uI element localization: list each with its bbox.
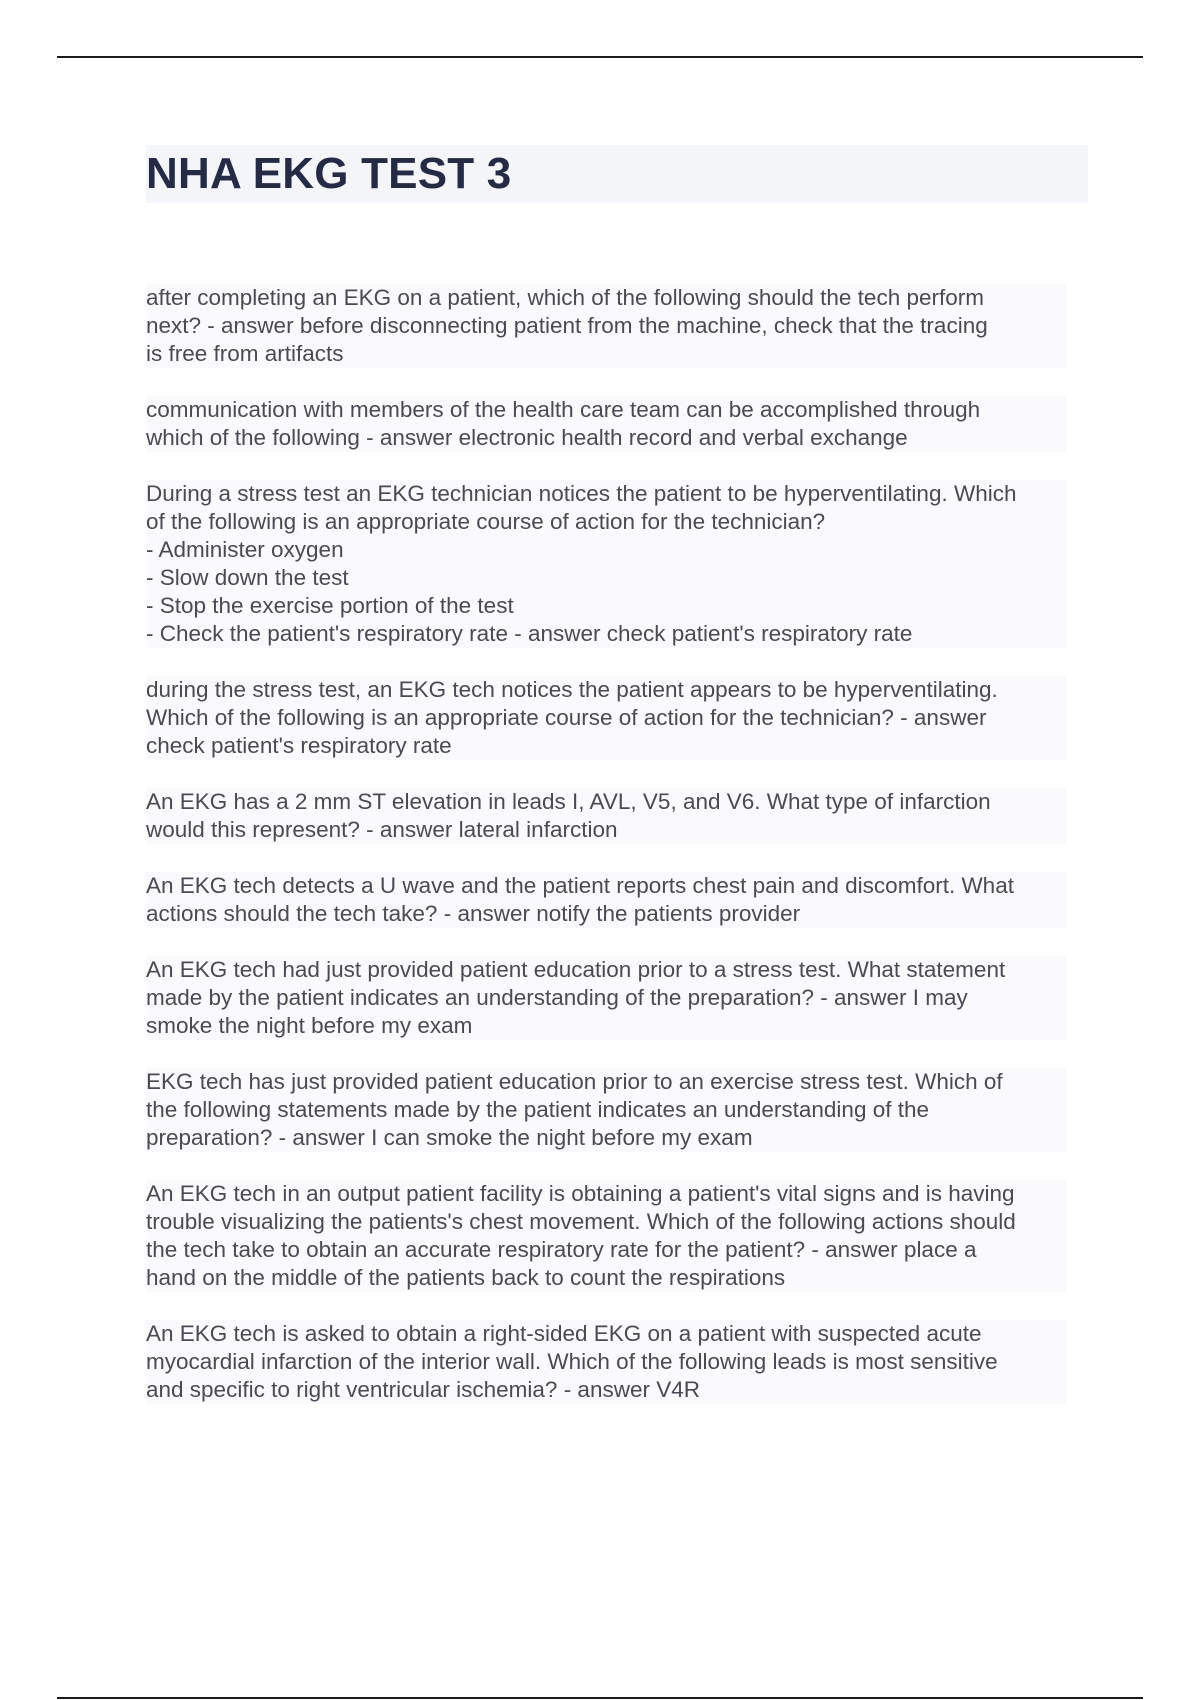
- question-list: [146, 284, 1092, 1432]
- qa-item-8: EKG tech has just provided patient education prior to an exercise stress test. Which of the following statements made by the patient indicates an understanding of the preparation? - answer I can smoke the night before my exam: [146, 1068, 1092, 1152]
- top-divider: [57, 56, 1143, 58]
- bottom-divider: [57, 1697, 1143, 1699]
- qa-item-6: An EKG tech detects a U wave and the patient reports chest pain and discomfort. What actions should the tech take? - answer notify the patients provider: [146, 872, 1092, 928]
- qa-item-7: An EKG tech had just provided patient education prior to a stress test. What statement made by the patient indicates an understanding of the preparation? - answer I may smoke the night before my exam: [146, 956, 1092, 1040]
- page-title: NHA EKG TEST 3: [146, 149, 512, 198]
- qa-item-4: during the stress test, an EKG tech notices the patient appears to be hyperventilating. Which of the following is an appropriate course of action for the technician? - answer check patient's respiratory rate: [146, 676, 1092, 760]
- qa-item-5: An EKG has a 2 mm ST elevation in leads I, AVL, V5, and V6. What type of infarction would this represent? - answer lateral infarction: [146, 788, 1092, 844]
- qa-item-9: An EKG tech in an output patient facility is obtaining a patient's vital signs and is having trouble visualizing the patients's chest movement. Which of the following actions should the tech take to obtain an accurate respiratory rate for the patient? - answer place a hand on the middle of the patients back to count the respirations: [146, 1180, 1092, 1292]
- qa-item-1: after completing an EKG on a patient, which of the following should the tech perform next? - answer before disconnecting patient from the machine, check that the tracing is free from artifacts: [146, 284, 1092, 368]
- qa-item-2: communication with members of the health care team can be accomplished through which of the following - answer electronic health record and verbal exchange: [146, 396, 1092, 452]
- qa-item-3: During a stress test an EKG technician notices the patient to be hyperventilating. Which of the following is an appropriate course of action for the technician? - Administer oxygen - Slow down the test - Stop the exercise portion of the test - Check the patient's respiratory rate - answer check patient's respiratory rate: [146, 480, 1092, 648]
- qa-item-10: An EKG tech is asked to obtain a right-sided EKG on a patient with suspected acute myocardial infarction of the interior wall. Which of the following leads is most sensitive and specific to right ventricular ischemia? - answer V4R: [146, 1320, 1092, 1404]
